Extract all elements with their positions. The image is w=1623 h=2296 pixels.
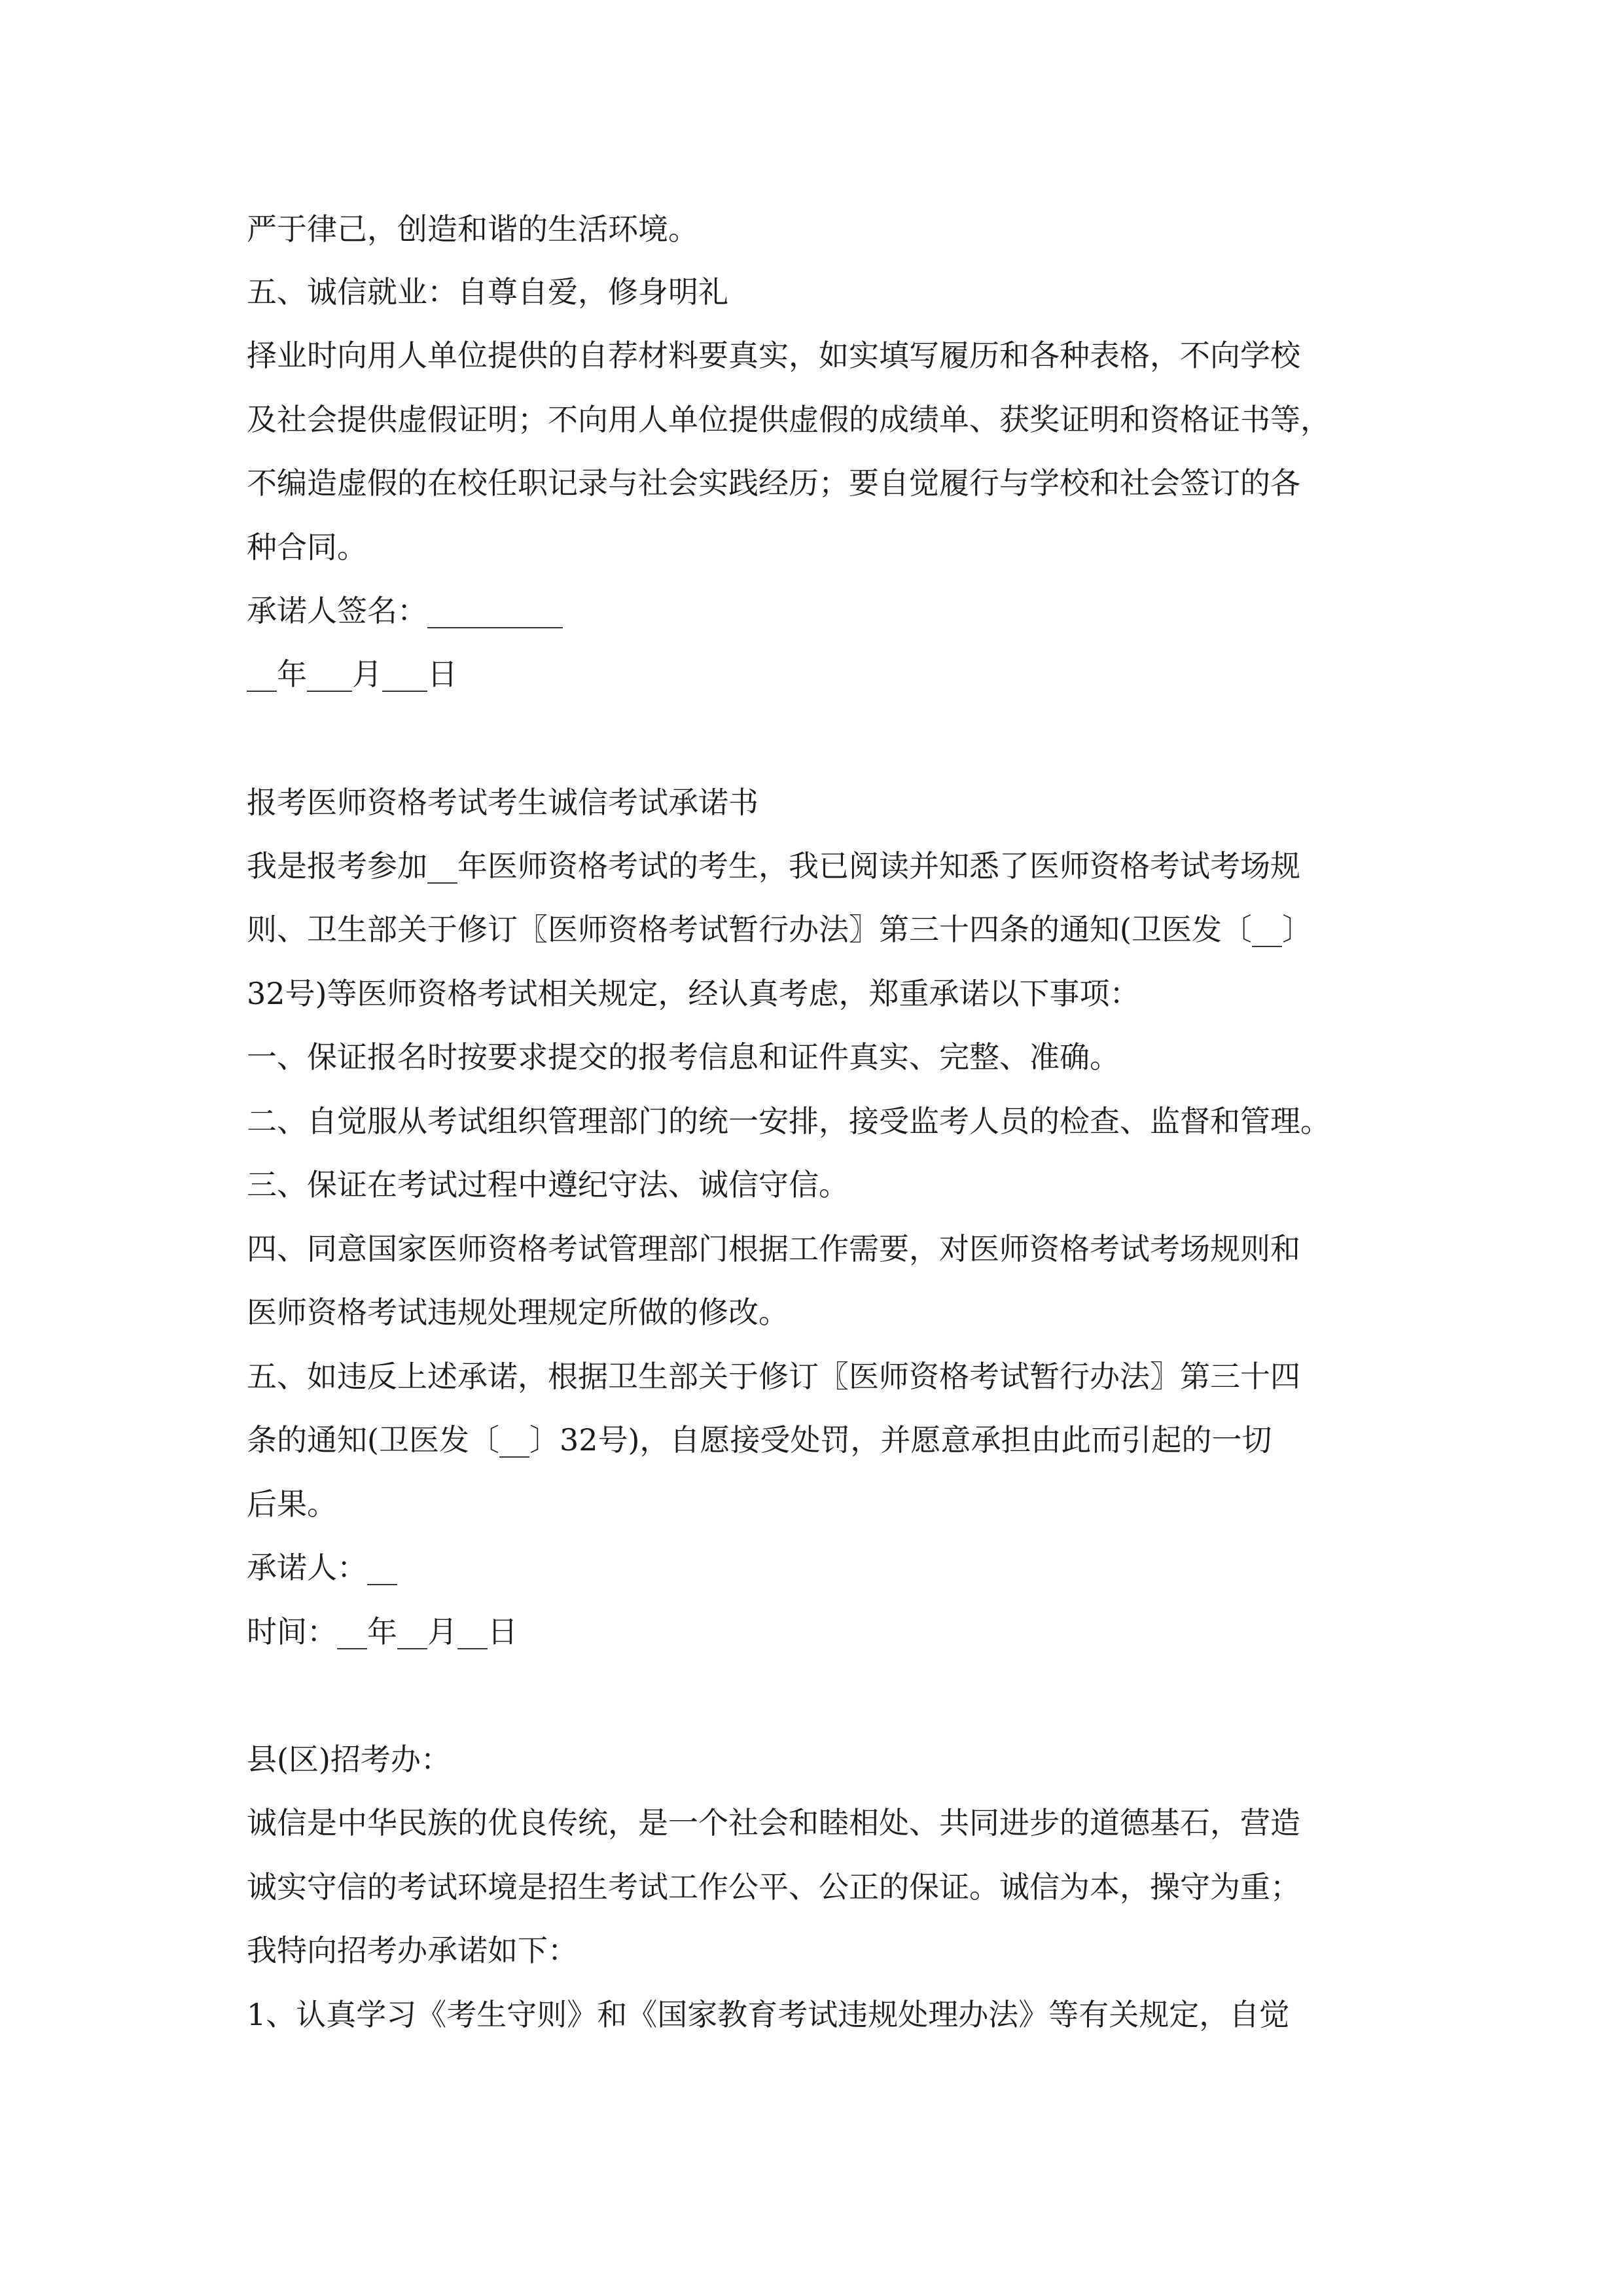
text-line: 则、卫生部关于修订〖医师资格考试暂行办法〗第三十四条的通知(卫医发〔__〕 — [247, 912, 1312, 947]
text-line: 种合同。 — [247, 529, 367, 565]
signature-line: 承诺人签名：_________ — [247, 593, 563, 628]
list-item: 一、保证报名时按要求提交的报考信息和证件真实、完整、准确。 — [247, 1039, 1120, 1075]
text-line: 我是报考参加__年医师资格考试的考生，我已阅读并知悉了医师资格考试考场规 — [247, 848, 1300, 884]
list-item: 二、自觉服从考试组织管理部门的统一安排，接受监考人员的检查、监督和管理。 — [247, 1103, 1330, 1139]
text-line: 不编造虚假的在校任职记录与社会实践经历；要自觉履行与学校和社会签订的各 — [247, 465, 1300, 501]
text-line: 诚信是中华民族的优良传统，是一个社会和睦相处、共同进步的道德基石，营造 — [247, 1805, 1300, 1840]
text-line: 我特向招考办承诺如下： — [247, 1933, 578, 1968]
text-line: 后果。 — [247, 1486, 337, 1522]
section-heading: 五、诚信就业：自尊自爱，修身明礼 — [247, 274, 728, 310]
text-line: 择业时向用人单位提供的自荐材料要真实，如实填写履历和各种表格，不向学校 — [247, 338, 1300, 373]
signature-line: 承诺人：__ — [247, 1550, 397, 1585]
list-item: 1、认真学习《考生守则》和《国家教育考试违规处理办法》等有关规定，自觉 — [247, 1997, 1290, 2032]
text-line: 及社会提供虚假证明；不向用人单位提供虚假的成绩单、获奖证明和资格证书等， — [247, 402, 1330, 437]
date-line: __年___月___日 — [247, 656, 457, 692]
text-line: 严于律己，创造和谐的生活环境。 — [247, 211, 698, 247]
text-line: 条的通知(卫医发〔__〕32号)，自愿接受处罚，并愿意承担由此而引起的一切 — [247, 1422, 1272, 1458]
date-line: 时间：__年__月__日 — [247, 1614, 518, 1649]
document-title: 报考医师资格考试考生诚信考试承诺书 — [247, 785, 758, 820]
text-line: 诚实守信的考试环境是招生考试工作公平、公正的保证。诚信为本，操守为重； — [247, 1869, 1300, 1905]
list-item: 三、保证在考试过程中遵纪守法、诚信守信。 — [247, 1167, 849, 1202]
text-line: 32号)等医师资格考试相关规定，经认真考虑，郑重承诺以下事项： — [247, 976, 1140, 1011]
text-line: 医师资格考试违规处理规定所做的修改。 — [247, 1295, 789, 1330]
addressee-line: 县(区)招考办： — [247, 1742, 451, 1777]
list-item: 四、同意国家医师资格考试管理部门根据工作需要，对医师资格考试考场规则和 — [247, 1231, 1300, 1266]
list-item: 五、如违反上述承诺，根据卫生部关于修订〖医师资格考试暂行办法〗第三十四 — [247, 1359, 1300, 1394]
